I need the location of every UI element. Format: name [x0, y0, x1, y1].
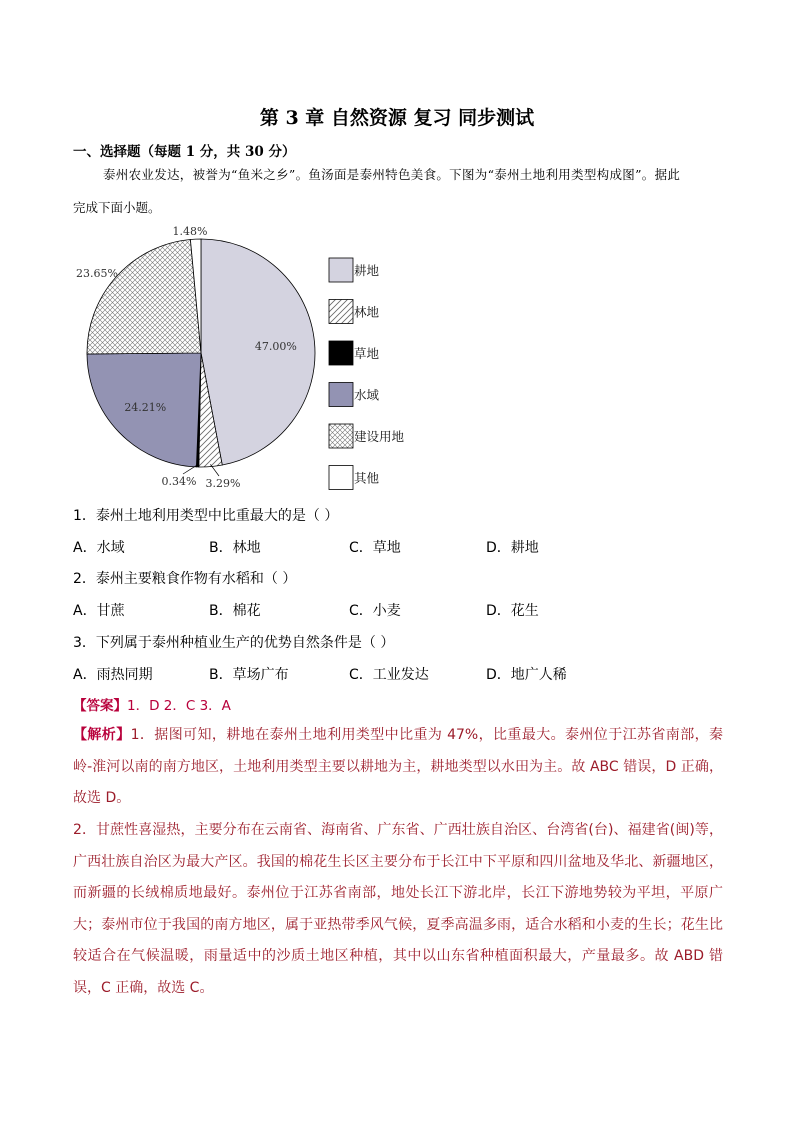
question-2-option-a: A．甘蔗	[73, 603, 125, 619]
question-3-stem: 3．下列属于泰州种植业生产的优势自然条件是（ ）	[73, 635, 395, 651]
answer-line	[73, 694, 231, 714]
question-1-option-d: D．耕地	[486, 540, 539, 556]
question-3-option-b: B．草场广布	[209, 667, 289, 683]
question-2-option-c: C．小麦	[349, 603, 401, 619]
legend-swatch-cropland	[329, 258, 353, 282]
pie-label-cropland: 47.00%	[254, 340, 297, 353]
land-use-pie-chart	[60, 215, 440, 495]
question-2-option-b: B．棉花	[209, 603, 261, 619]
legend-label-water: 水域	[354, 387, 380, 403]
page-title: 第 3 章 自然资源 复习 同步测试	[259, 107, 535, 129]
intro-line-2: 完成下面小题。	[73, 200, 161, 215]
legend-label-grassland: 草地	[354, 346, 380, 361]
intro-line-1: 泰州农业发达，被誉为“鱼米之乡”。鱼汤面是泰州特色美食。下图为“泰州土地利用类型构成图”。据此	[103, 167, 681, 182]
pie-label-forest: 3.29%	[205, 477, 241, 490]
question-1-option-b: B．林地	[209, 540, 261, 556]
pie-label-water: 24.21%	[124, 400, 167, 414]
section-heading: 一、选择题（每题 1 分，共 30 分）	[73, 144, 296, 160]
legend-swatch-construction	[329, 424, 353, 448]
legend-label-cropland: 耕地	[354, 263, 380, 278]
legend-swatch-other	[329, 466, 353, 490]
question-1-stem: 1．泰州土地利用类型中比重最大的是（ ）	[73, 508, 339, 524]
question-3-option-a: A．雨热同期	[73, 667, 153, 683]
answer-text: 1．D 2．C 3．A	[127, 698, 231, 714]
pie-label-other: 1.48%	[172, 225, 208, 238]
question-1-option-a: A．水域	[73, 540, 125, 556]
pie-label-grassland: 0.34%	[161, 475, 197, 488]
question-2-stem: 2．泰州主要粮食作物有水稻和（ ）	[73, 571, 297, 587]
analysis-paragraph-1	[73, 720, 723, 815]
legend-swatch-grassland	[329, 341, 353, 365]
analysis-tag: 【解析】	[73, 727, 131, 743]
question-3-option-c: C．工业发达	[349, 667, 429, 683]
question-2-option-d: D．花生	[486, 603, 539, 619]
question-3-option-d: D．地广人稀	[486, 667, 567, 683]
legend-label-construction: 建设用地	[354, 429, 405, 444]
legend-swatch-forest	[329, 300, 353, 324]
analysis-text-1: 1．据图可知，耕地在泰州土地利用类型中比重为 47%，比重最大。泰州位于江苏省南部，秦岭-淮河以南的南方地区，土地利用类型主要以耕地为主，耕地类型以水田为主。故 ABC 错误，D 正确，故选 D。	[73, 727, 723, 806]
analysis-text-2: 2．甘蔗性喜湿热，主要分布在云南省、海南省、广东省、广西壮族自治区、台湾省(台)、福建省(闽)等，广西壮族自治区为最大产区。我国的棉花生长区主要分布于长江中下平原和四川盆地及华北、新疆地区，而新疆的长绒棉质地最好。泰州位于江苏省南部，地处长江下游北岸，长江下游地势较为平坦，平原广大；泰州市位于我国的南方地区，属于亚热带季风气候，夏季高温多雨，适合水稻和小麦的生长；花生比较适合在气候温暖，雨量适中的沙质土地区种植，其中以山东省种植面积最大，产量最多。故 ABD 错误，C 正确，故选 C。	[73, 822, 723, 996]
question-1-option-c: C．草地	[349, 540, 401, 556]
analysis-paragraph-2	[73, 815, 723, 1004]
answer-tag: 【答案】	[73, 698, 127, 714]
legend-swatch-water	[329, 383, 353, 407]
pie-label-construction: 23.65%	[76, 267, 118, 280]
legend-label-forest: 林地	[354, 304, 380, 320]
pie-slice-construction	[87, 239, 201, 353]
legend-label-other: 其他	[354, 470, 380, 486]
